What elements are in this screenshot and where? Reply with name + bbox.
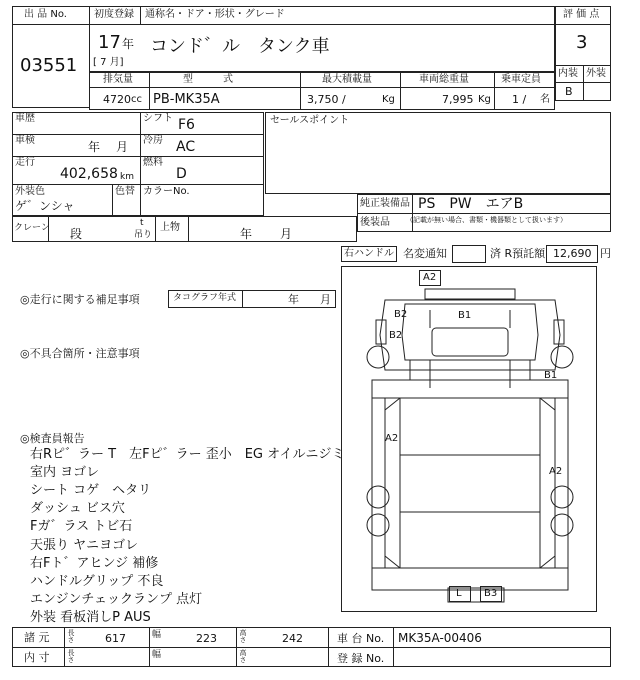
aftermarket-note: （記載が無い場合、書類・機器類として扱います） [406,216,567,224]
shift-value: F6 [178,117,195,133]
ac-value: AC [176,139,196,155]
lot-label: 出 品 No. [24,9,67,20]
interior-dimensions-label: 内 寸 [24,651,50,664]
fuel-label: 燃料 [143,157,163,168]
lift-year: 年 [240,227,253,241]
car-name: コンド゛ル タンク車 [150,36,330,57]
driving-notes-label: ◎走行に関する補足事項 [20,293,140,306]
registration-month: [ 7 月] [93,57,124,68]
capacity-value: 1 / [512,93,527,106]
gvw-unit: Kg [478,94,491,105]
tachograph-label: タコグラフ年式 [173,293,237,303]
capacity-label: 乗車定員 [501,74,541,85]
max-load-label: 最大積載量 [322,74,372,85]
fuel-value: D [176,166,187,182]
equipment-value: PS PW エアB [418,196,524,212]
inspector-report-label: ◎検査員報告 [20,432,85,445]
inspection-label: 車検 [15,135,35,146]
inspector-line: Fガ゛ラス トビ石 [30,519,133,534]
inspector-line: 室内 ヨゴレ [30,465,100,480]
height-label: 高さ [239,629,247,643]
gvw-label: 車両総重量 [419,74,469,85]
max-load-unit: Kg [382,94,395,105]
inspector-line: エンジンチェックランプ 点灯 [30,592,203,607]
mileage-label: 走行 [15,157,35,168]
recycle-unit: 円 [600,247,611,260]
color-value: ゲ゛ンシャ [15,199,75,213]
tachograph-year: 年 [288,293,299,306]
crane-lift-unit: 吊り [134,230,153,240]
divider [64,627,65,667]
interior-height-label: 高さ [239,649,247,663]
gvw-value: 7,995 [442,93,474,106]
interior-grade-label: 内装 [558,68,578,79]
displacement-label: 排気量 [103,74,133,85]
mileage-unit: km [120,172,134,182]
inspector-line: ダッシュ ビス穴 [30,501,125,516]
lift-label: 上物 [160,222,180,233]
inspection-month: 月 [116,140,129,154]
damage-mark-label: B3 [484,588,498,599]
equipment-label: 純正装備品 [360,198,410,209]
inspector-line: 外装 看板消しP AUS [30,610,151,625]
damage-mark-label: L [456,588,462,599]
inspector-line: 天張り ヤニヨゴレ [30,538,139,553]
aftermarket-label: 後装品 [360,217,390,228]
width-value: 223 [196,632,217,645]
first-registration-label: 初度登録 [94,9,134,20]
exterior-grade-label: 外装 [586,68,606,79]
color-code-label: カラーNo. [143,186,190,197]
interior-length-label: 長さ [67,649,75,663]
tachograph-month: 月 [320,293,331,306]
inspector-line: 右Rピ゛ラー T 左Fピ゛ラー 歪小 EG オイルニジミ [30,447,345,462]
color-change-label: 色替 [115,186,135,197]
inspector-line: 右Fト゛アヒンジ 補修 [30,556,159,571]
grade-label: 評 価 点 [563,9,600,20]
displacement-unit: cc [131,94,142,105]
dimensions-label: 諸 元 [24,631,50,644]
inspection-year: 年 [88,140,101,154]
recycle-label: 済 R預託額 [490,247,546,260]
length-label: 長さ [67,629,75,643]
lot-number: 03551 [20,55,78,76]
sales-point-label: セールスポイント [270,115,350,126]
crane-ton-unit: t [140,218,144,228]
inspector-line: ハンドルグリップ 不良 [30,574,164,589]
height-value: 242 [282,632,303,645]
damage-mark-label: B2 [394,309,408,320]
defects-label: ◎不具合箇所・注意事項 [20,347,140,360]
damage-mark-label: A2 [385,433,399,444]
interior-grade-value: B [565,85,573,98]
lift-month: 月 [280,227,293,241]
divider [12,647,611,648]
chassis-value: MK35A-00406 [398,631,482,645]
divider [236,627,237,667]
damage-mark-label: A2 [423,272,437,283]
grade-value: 3 [576,32,588,53]
displacement-value: 4720 [103,93,131,106]
length-value: 617 [105,632,126,645]
divider [149,627,150,667]
damage-mark-label: B1 [458,310,472,321]
mileage-value: 402,658 [60,166,118,182]
damage-mark-label: B1 [544,370,558,381]
color-label: 外装色 [15,186,45,197]
name-grade-label: 通称名・ドア・形状・グレード [145,9,285,20]
damage-mark-label: B2 [389,330,403,341]
damage-mark-label: A2 [549,466,563,477]
name-change-label: 名変通知 [403,247,447,260]
width-label: 幅 [152,630,162,640]
divider [328,627,329,667]
registration-year-unit: 年 [122,37,135,51]
recycle-value: 12,690 [553,247,592,260]
chassis-label: 車 台 No. [337,632,385,645]
inspector-line: シート コゲ ヘタリ [30,483,152,498]
ac-label: 冷房 [143,135,163,146]
capacity-unit: 名 [540,94,550,105]
shift-label: シフト [143,113,173,124]
model-label: 型 式 [183,74,233,85]
crane-stages: 段 [70,227,83,241]
rhd-label: 右ハンドル [344,248,394,259]
model-code: PB-MK35A [153,92,220,107]
max-load-value: 3,750 / [307,93,346,106]
registration-year: 17 [98,32,121,53]
history-label: 車歴 [15,113,35,124]
divider [393,627,394,667]
interior-width-label: 幅 [152,650,162,660]
registration-number-label: 登 録 No. [337,652,385,665]
crane-label: クレーン [14,223,50,233]
